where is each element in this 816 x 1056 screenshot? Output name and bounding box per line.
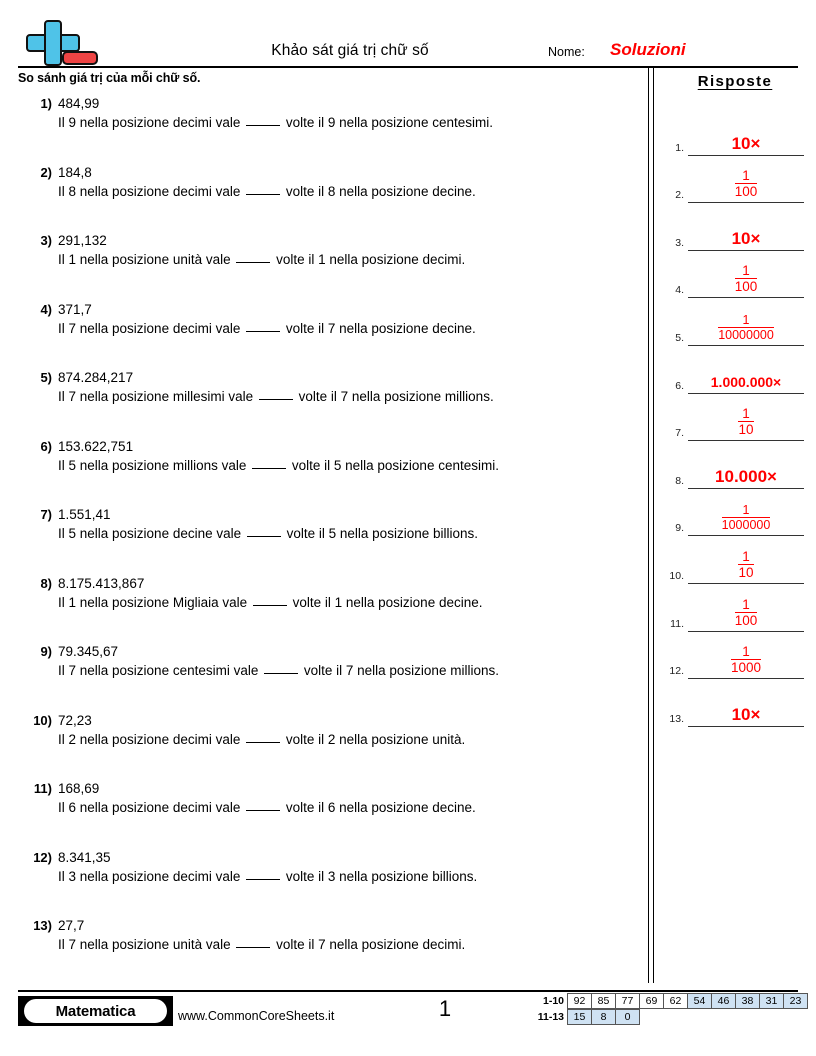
question-text-after: volte il 7 nella posizione decine. <box>282 320 476 336</box>
answer-fraction <box>731 644 761 675</box>
question-text <box>58 526 478 541</box>
question-number: 11) <box>33 781 52 796</box>
fraction-denominator: 10 <box>738 422 754 438</box>
page-number: 1 <box>438 996 452 1021</box>
answer-item <box>660 298 810 346</box>
answer-value: 10× <box>731 133 761 153</box>
answer-item <box>660 156 810 204</box>
answer-index: 3. <box>675 236 684 249</box>
question-value: 484,99 <box>58 96 100 111</box>
answer-value <box>688 313 804 344</box>
score-cells <box>568 1009 640 1025</box>
answer-fraction <box>735 263 758 294</box>
question-text-before: Il 7 nella posizione unità vale <box>58 937 235 952</box>
question-number: 8) <box>40 575 52 591</box>
question-item <box>0 781 648 850</box>
answer-item <box>660 632 810 680</box>
question-item <box>0 233 648 302</box>
answers-heading: Risposte <box>697 73 773 90</box>
answer-value: 10× <box>731 228 761 248</box>
question-value: 1.551,41 <box>58 507 111 522</box>
question-value: 291,132 <box>58 233 107 248</box>
page-title: Khảo sát giá trị chữ số <box>271 42 429 59</box>
answer-value: 10× <box>731 704 761 724</box>
answer-value <box>688 644 804 677</box>
fraction-numerator: 1 <box>742 644 750 660</box>
answer-blank[interactable] <box>246 125 280 126</box>
plus-minus-icon <box>18 20 96 66</box>
question-text-before: Il 9 nella posizione decimi vale <box>58 115 245 130</box>
question-text <box>58 458 499 473</box>
question-text-before: Il 7 nella posizione millesimi vale <box>58 389 257 404</box>
matematica-logo <box>18 996 173 1026</box>
question-number: 10) <box>33 712 52 728</box>
score-cell: 77 <box>615 993 640 1009</box>
answer-index: 12. <box>669 665 684 678</box>
answer-index: 1. <box>675 141 684 154</box>
question-value: 168,69 <box>58 781 100 796</box>
question-number: 9) <box>40 644 52 659</box>
score-cell: 46 <box>711 993 736 1009</box>
answer-fraction <box>738 406 753 437</box>
question-item <box>0 439 648 508</box>
question-text <box>58 115 493 130</box>
question-text <box>58 937 465 952</box>
answer-item <box>660 251 810 299</box>
question-text-before: Il 1 nella posizione Migliaia vale <box>58 594 251 610</box>
question-item <box>0 644 648 713</box>
question-value: 79.345,67 <box>58 644 119 659</box>
question-text-after: volte il 7 nella posizione decimi. <box>272 937 466 952</box>
question-value: 8.175.413,867 <box>58 575 145 591</box>
answer-value <box>688 549 804 582</box>
answer-fraction <box>735 597 758 628</box>
answer-item <box>660 536 810 584</box>
score-cell: 38 <box>735 993 760 1009</box>
score-range-label: 11-13 <box>537 1011 564 1023</box>
score-row <box>528 993 808 1009</box>
answer-blank[interactable] <box>246 331 280 332</box>
question-value: 184,8 <box>58 164 92 180</box>
question-text-after: volte il 7 nella posizione millions. <box>294 389 494 404</box>
answer-index: 4. <box>675 284 684 297</box>
answer-index: 7. <box>675 427 684 440</box>
score-cell: 69 <box>639 993 664 1009</box>
question-item <box>0 302 648 371</box>
answers-panel <box>660 68 810 725</box>
minus-bar <box>62 51 98 65</box>
question-item <box>0 370 648 439</box>
name-value: Soluzioni <box>610 40 686 59</box>
question-text-after: volte il 3 nella posizione billions. <box>282 868 478 884</box>
score-cell: 23 <box>783 993 808 1009</box>
question-number: 2) <box>40 164 52 180</box>
name-label: Nome: <box>548 45 585 59</box>
question-text <box>58 252 465 267</box>
answer-index: 5. <box>675 331 684 344</box>
question-text-after: volte il 1 nella posizione decine. <box>288 594 483 610</box>
answer-blank[interactable] <box>264 673 298 674</box>
fraction-denominator: 100 <box>734 279 758 295</box>
question-text-after: volte il 2 nella posizione unità. <box>282 731 466 747</box>
answer-underline <box>688 726 804 727</box>
fraction-denominator: 1000000 <box>721 518 771 533</box>
answer-index: 10. <box>669 569 684 582</box>
score-cell: 0 <box>615 1009 640 1025</box>
question-item <box>0 96 648 165</box>
answer-value <box>688 263 804 296</box>
question-value: 72,23 <box>58 712 92 728</box>
answer-index: 6. <box>675 379 684 392</box>
score-cell: 92 <box>567 993 592 1009</box>
question-text <box>58 595 482 610</box>
question-number: 1) <box>40 96 52 111</box>
answer-value: 1.000.000× <box>710 373 782 390</box>
score-cells <box>568 993 808 1009</box>
score-table <box>528 993 808 1025</box>
question-text-before: Il 1 nella posizione unità vale <box>58 252 235 267</box>
score-cell: 85 <box>591 993 616 1009</box>
answers-list <box>660 108 810 727</box>
answer-blank[interactable] <box>236 262 270 263</box>
question-text-before: Il 3 nella posizione decimi vale <box>58 868 245 884</box>
question-text-before: Il 7 nella posizione decimi vale <box>58 320 245 336</box>
answer-value <box>688 168 804 201</box>
question-number: 3) <box>40 233 52 248</box>
fraction-numerator: 1 <box>742 548 750 564</box>
question-text-after: volte il 5 nella posizione billions. <box>282 526 478 541</box>
question-text-after: volte il 8 nella posizione decine. <box>282 183 476 199</box>
question-number: 4) <box>40 301 52 317</box>
answer-index: 8. <box>675 474 684 487</box>
answer-blank[interactable] <box>252 468 286 469</box>
fraction-numerator: 1 <box>742 406 750 422</box>
score-row <box>528 1009 808 1025</box>
answer-blank[interactable] <box>246 742 280 743</box>
question-text <box>58 732 465 747</box>
question-value: 371,7 <box>58 301 92 317</box>
fraction-numerator: 1 <box>742 503 750 518</box>
answer-item <box>660 441 810 489</box>
question-text <box>58 389 494 404</box>
answer-blank[interactable] <box>253 605 287 606</box>
plus-vertical-bar <box>44 20 62 66</box>
question-value: 8.341,35 <box>58 849 111 865</box>
answer-value <box>688 503 804 534</box>
question-number: 13) <box>33 918 52 933</box>
answer-item <box>660 346 810 394</box>
answer-blank[interactable] <box>236 947 270 948</box>
question-number: 12) <box>33 849 52 865</box>
answer-item <box>660 489 810 537</box>
answer-fraction <box>738 549 753 580</box>
question-text-after: volte il 9 nella posizione centesimi. <box>282 115 493 130</box>
fraction-denominator: 100 <box>734 184 758 200</box>
question-text-after: volte il 5 nella posizione centesimi. <box>288 457 499 473</box>
fraction-denominator: 100 <box>734 612 758 628</box>
answer-index: 13. <box>669 712 684 725</box>
question-item <box>0 576 648 645</box>
fraction-numerator: 1 <box>742 263 750 279</box>
answer-item <box>660 203 810 251</box>
question-item <box>0 918 648 987</box>
answer-blank[interactable] <box>246 879 280 880</box>
answer-index: 2. <box>675 189 684 202</box>
fraction-denominator: 1000 <box>730 660 762 676</box>
answer-blank[interactable] <box>246 194 280 195</box>
answer-fraction <box>735 168 758 199</box>
question-text-before: Il 7 nella posizione centesimi vale <box>58 663 263 678</box>
website-url: www.CommonCoreSheets.it <box>178 1009 335 1023</box>
answer-value <box>688 406 804 439</box>
question-text-before: Il 5 nella posizione decine vale <box>58 526 245 541</box>
answer-item <box>660 394 810 442</box>
answer-blank[interactable] <box>247 536 281 537</box>
question-item <box>0 713 648 782</box>
column-divider <box>648 68 656 983</box>
answer-index: 11. <box>670 617 684 630</box>
question-number: 5) <box>40 370 52 385</box>
questions-list <box>0 96 648 987</box>
fraction-numerator: 1 <box>742 596 750 612</box>
question-text-after: volte il 1 nella posizione decimi. <box>272 252 466 267</box>
answer-value: 10.000× <box>715 466 777 486</box>
answer-fraction <box>718 313 774 342</box>
fraction-numerator: 1 <box>742 312 750 327</box>
question-text-before: Il 6 nella posizione decimi vale <box>58 800 245 815</box>
score-cell: 8 <box>591 1009 616 1025</box>
answer-index: 9. <box>675 522 684 535</box>
question-text <box>58 663 499 678</box>
footer-divider <box>18 990 798 992</box>
question-text <box>58 184 476 199</box>
fraction-denominator: 10000000 <box>718 327 774 342</box>
page-header <box>0 0 816 68</box>
question-value: 153.622,751 <box>58 438 134 454</box>
answer-item <box>660 679 810 727</box>
answer-item <box>660 108 810 156</box>
question-text-after: volte il 7 nella posizione millions. <box>300 663 499 678</box>
score-cell: 54 <box>687 993 712 1009</box>
score-cell: 62 <box>663 993 688 1009</box>
matematica-logo-text: Matematica <box>55 1002 136 1020</box>
score-cell: 31 <box>759 993 784 1009</box>
question-item <box>0 165 648 234</box>
question-text-before: Il 8 nella posizione decimi vale <box>58 183 245 199</box>
question-text <box>58 800 476 815</box>
question-text <box>58 869 477 884</box>
question-value: 874.284,217 <box>58 370 134 385</box>
answer-value <box>688 597 804 630</box>
answer-fraction <box>722 503 771 532</box>
question-number: 6) <box>40 438 52 454</box>
question-text-before: Il 2 nella posizione decimi vale <box>58 731 245 747</box>
score-cell: 15 <box>567 1009 592 1025</box>
question-text <box>58 321 476 336</box>
question-item <box>0 850 648 919</box>
question-item <box>0 507 648 576</box>
question-value: 27,7 <box>58 918 85 933</box>
answer-blank[interactable] <box>259 399 293 400</box>
question-number: 7) <box>40 507 52 522</box>
answer-blank[interactable] <box>246 810 280 811</box>
fraction-numerator: 1 <box>742 168 750 184</box>
fraction-denominator: 10 <box>738 564 754 580</box>
question-text-before: Il 5 nella posizione millions vale <box>58 457 251 473</box>
instructions-text: So sánh giá trị của mỗi chữ số. <box>18 71 201 85</box>
score-range-label: 1-10 <box>542 995 564 1007</box>
question-text-after: volte il 6 nella posizione decine. <box>282 800 476 815</box>
answer-item <box>660 584 810 632</box>
